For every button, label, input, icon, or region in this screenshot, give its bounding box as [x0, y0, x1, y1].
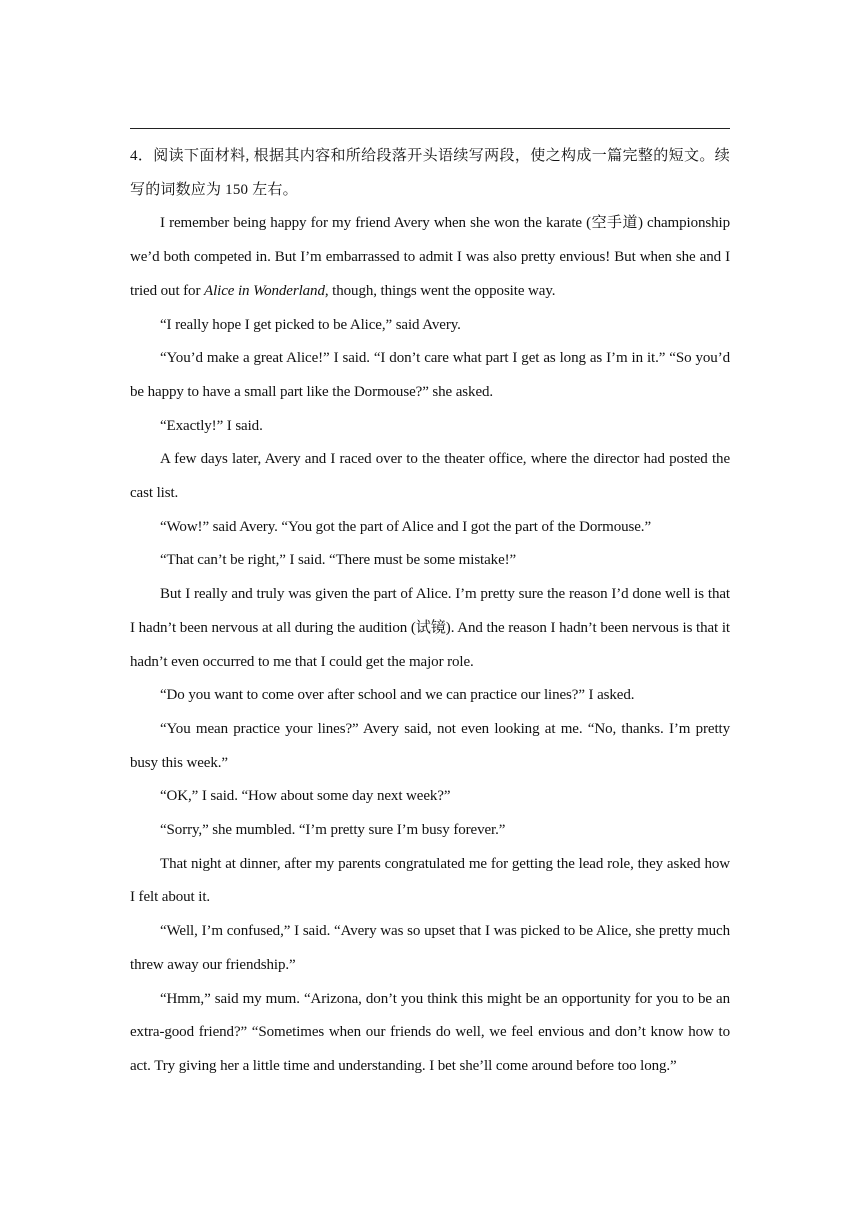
paragraph-2: “I really hope I get picked to be Alice,” said Avery. [160, 316, 461, 333]
question-instruction [130, 140, 730, 207]
paragraph-5: A few days later, Avery and I raced over to the theater office, where the director had posted the cast list. [130, 451, 730, 502]
paragraph-1-text-b: , though, things went the opposite way. [324, 282, 556, 299]
paragraph-13: That night at dinner, after my parents congratulated me for getting the lead role, they asked how I felt about it. [130, 855, 730, 906]
book-title: Alice in Wonderland [204, 282, 325, 299]
question-text: 阅读下面材料, 根据其内容和所给段落开头语续写两段，使之构成一篇完整的短文。续写的词数应为 150 左右。 [130, 148, 730, 198]
document-body [130, 140, 730, 1084]
paragraph-9: “Do you want to come over after school and we can practice our lines?” I asked. [160, 687, 635, 704]
paragraph-11: “OK,” I said. “How about some day next week?” [160, 788, 451, 805]
question-number: 4． [130, 148, 154, 164]
paragraph-15: “Hmm,” said my mum. “Arizona, don’t you think this might be an opportunity for you to be an extra-good friend?” “Sometimes when our friends do well, we feel envious and don’t know how to act. Try giving her a little time and understanding. I bet she’ll come around before too long.” [130, 990, 730, 1074]
header-rule [130, 128, 730, 129]
paragraph-1-text-a: I remember being happy for my friend Avery when she won the karate (空手道) championship we’d both competed in. But I’m embarrassed to admit I was also pretty envious! But when she and I tried out for [130, 215, 730, 299]
paragraph-10: “You mean practice your lines?” Avery said, not even looking at me. “No, thanks. I’m pretty busy this week.” [130, 720, 730, 771]
paragraph-14: “Well, I’m confused,” I said. “Avery was so upset that I was picked to be Alice, she pretty much threw away our friendship.” [130, 923, 730, 973]
paragraph-12: “Sorry,” she mumbled. “I’m pretty sure I’m busy forever.” [160, 822, 506, 839]
paragraph-7: “That can’t be right,” I said. “There must be some mistake!” [160, 552, 517, 569]
paragraph-1 [130, 207, 730, 308]
paragraph-8: But I really and truly was given the part of Alice. I’m pretty sure the reason I’d done well is that I hadn’t been nervous at all during the audition (试镜). And the reason I hadn’t been nervous is that it hadn’t even occurred to me that I could get the major role. [130, 586, 730, 670]
paragraph-6: “Wow!” said Avery. “You got the part of Alice and I got the part of the Dormouse.” [160, 518, 652, 535]
paragraph-4: “Exactly!” I said. [160, 417, 263, 434]
paragraph-3: “You’d make a great Alice!” I said. “I don’t care what part I get as long as I’m in it.” “So you’d be happy to have a small part like the Dormouse?” she asked. [130, 350, 730, 400]
